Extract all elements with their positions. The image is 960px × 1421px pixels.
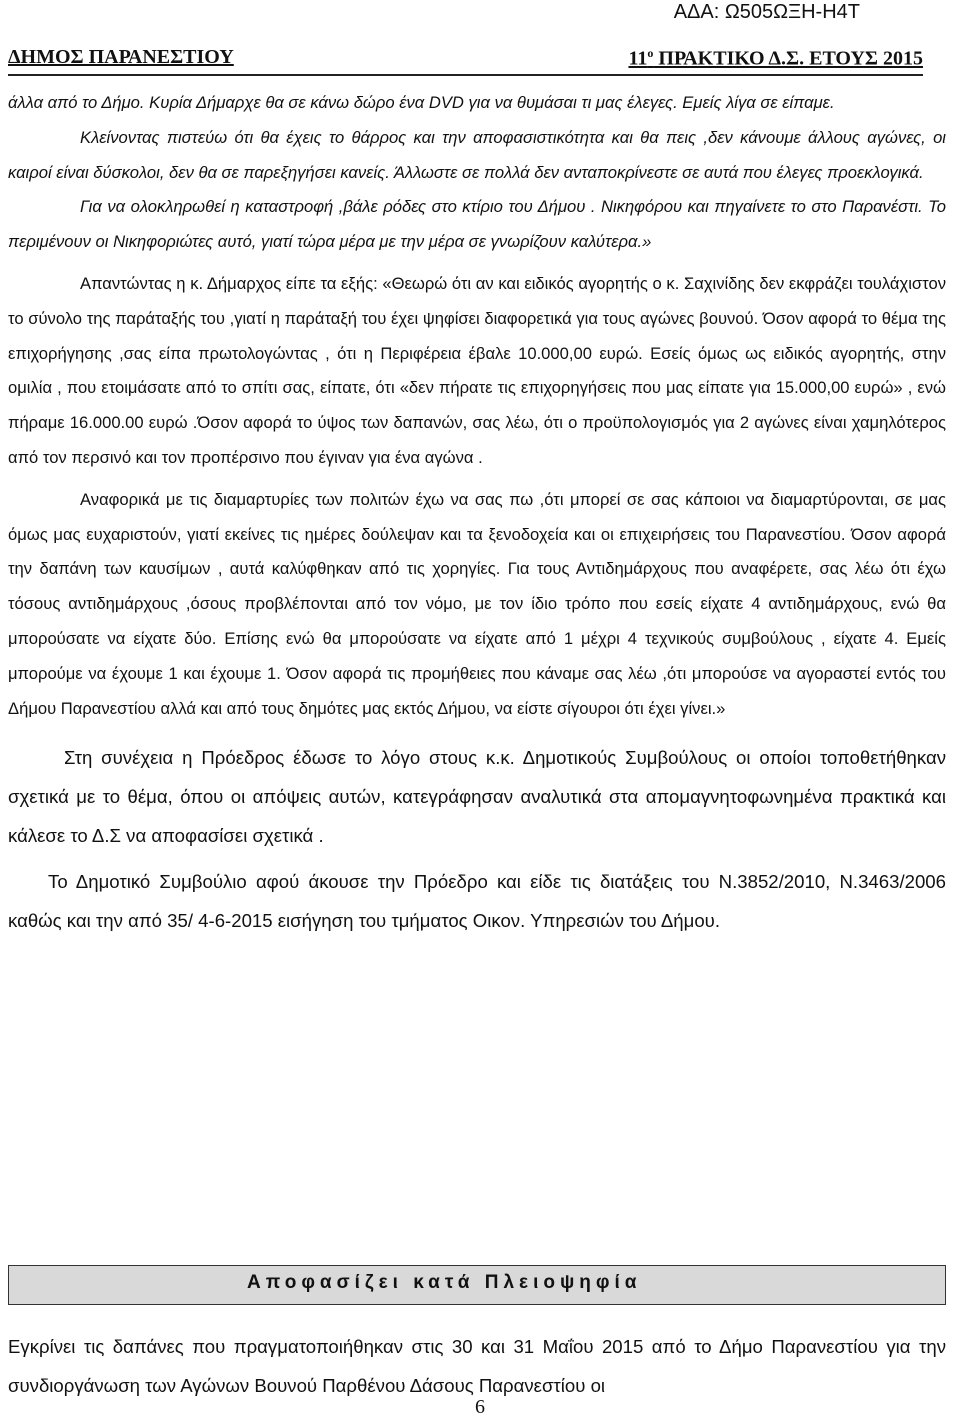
ada-code: ΑΔΑ: Ω505ΩΞΗ-Η4Τ xyxy=(673,1,860,23)
ordinal-marker: ο xyxy=(647,46,654,60)
minutes-number: 11 xyxy=(628,47,648,70)
paragraph-6: Στη συνέχεια η Πρόεδρος έδωσε το λόγο στους κ.κ. Δημοτικούς Συμβούλους οι οποίοι τοποθετήθηκαν σχετικά με το θέμα, όπου οι απόψεις αυτών, κατεγράφησαν αναλυτικά στα απομαγνητοφωνημένα πρακτικά και κάλεσε το Δ.Σ να αποφασίσει σχετικά . xyxy=(8,747,946,847)
paragraph-5: Αναφορικά με τις διαμαρτυρίες των πολιτών έχω να σας πω ,ότι μπορεί σε σας κάποιοι να διαμαρτύρονται, σε μας όμως μας ευχαριστούν, γιατί εκείνες τις ημέρες δούλεψαν και τα ξενοδοχεία και οι επιχειρήσεις του Παρανεστίου. Όσον αφορά την δαπάνη των καυσίμων , αυτά καλύφθηκαν από τις χορηγίες. Για τους Αντιδημάρχους που αναφέρετε, σας λέω ότι έχω τόσους αντιδημάρχους ,όσους προβλέπονται από τον νόμο, με τον ίδιο τρόπο που εσείς είχατε 4 αντιδημάρχους, ενώ θα μπορούσατε να είχατε δύο. Επίσης ενώ θα μπορούσατε να είχατε από 1 μέχρι 4 τεχνικούς συμβούλους , είχατε 4. Εμείς μπορούμε να έχουμε 1 και έχουμε 1. Όσον αφορά τις προμήθειες που κάναμε σας λέω ,ότι μπορούσε να αγοραστεί εντός του Δήμου Παρανεστίου αλλά και από τους δημότες μας εκτός Δήμου, να είστε σίγουροι ότι έχει γίνει.» xyxy=(8,489,946,718)
page-number: 6 xyxy=(475,1396,485,1418)
paragraph-4: Απαντώντας η κ. Δήμαρχος είπε τα εξής: «Θεωρώ ότι αν και ειδικός αγορητής ο κ. Σαχινίδης δεν εκφράζει τουλάχιστον το σύνολο της παράταξής του ,γιατί η παράταξή του έχει ψηφίσει διαφορετικά για τους αγώνες βουνού. Όσον αφορά το θέμα της επιχορήγησης ,σας είπα πρωτολογώντας , ότι η Περιφέρεια έβαλε 10.000,00 ευρώ. Εσείς όμως ως ειδικός αγορητής, στην ομιλία , που ετοιμάσατε από το σπίτι σας, είπατε, ότι «δεν πήρατε τις επιχορηγήσεις που μας είπατε για 15.000,00 ευρώ» , ενώ πήραμε 16.000.00 ευρώ .Όσον αφορά το ύψος των δαπανών, σας λέω, ότι ο προϋπολογισμός για 2 αγώνες είναι χαμηλότερος από τον περσινό και τον προπέρσινο που έγιναν για ένα αγώνα . xyxy=(8,273,946,467)
minutes-label: ΠΡΑΚΤΙΚΟ Δ.Σ. ΕΤΟΥΣ 2015 xyxy=(653,47,923,70)
municipality-name: ΔΗΜΟΣ ΠΑΡΑΝΕΣΤΙΟΥ xyxy=(8,46,234,68)
decision-banner xyxy=(8,1265,946,1305)
document-header xyxy=(8,46,923,76)
decision-section xyxy=(8,1327,946,1405)
decision-text: Εγκρίνει τις δαπάνες που πραγματοποιήθηκαν στις 30 και 31 Μαΐου 2015 από το Δήμο Παρανεστίου για την συνδιοργάνωση των Αγώνων Βουνού Παρθένου Δάσους Παρανεστίου οι xyxy=(8,1336,946,1396)
paragraph-1: άλλα από το Δήμο. Κυρία Δήμαρχε θα σε κάνω δώρο ένα DVD για να θυμάσαι τι μας έλεγες. Εμείς λίγα σε είπαμε. xyxy=(8,93,835,112)
decision-title: Αποφασίζει κατά Πλειοψηφία xyxy=(247,1272,642,1293)
paragraph-7: Το Δημοτικό Συμβούλιο αφού άκουσε την Πρόεδρο και είδε τις διατάξεις του Ν.3852/2010, Ν.3463/2006 καθώς και την από 35/ 4-6-2015 εισήγηση του τμήματος Οικον. Υπηρεσιών του Δήμου. xyxy=(8,871,946,932)
paragraph-3: Για να ολοκληρωθεί η καταστροφή ,βάλε ρόδες στο κτίριο του Δήμου . Νικηφόρου και πηγαίνετε το στο Παρανέστι. Το περιμένουν οι Νικηφοριώτες αυτό, γιατί τώρα μέρα με την μέρα σε γνωρίζουν καλύτερα.» xyxy=(8,197,946,252)
minutes-title xyxy=(628,46,923,71)
document-body xyxy=(8,86,946,940)
paragraph-2: Κλείνοντας πιστεύω ότι θα έχεις το θάρρος και την αποφασιστικότητα και θα πεις ,δεν κάνουμε άλλους αγώνες, οι καιροί είναι δύσκολοι, δεν θα σε παρεξηγήσει κανείς. Άλλωστε σε πολλά δεν ανταποκρίνεστε σε αυτά που έλεγες προεκλογικά. xyxy=(8,127,946,182)
